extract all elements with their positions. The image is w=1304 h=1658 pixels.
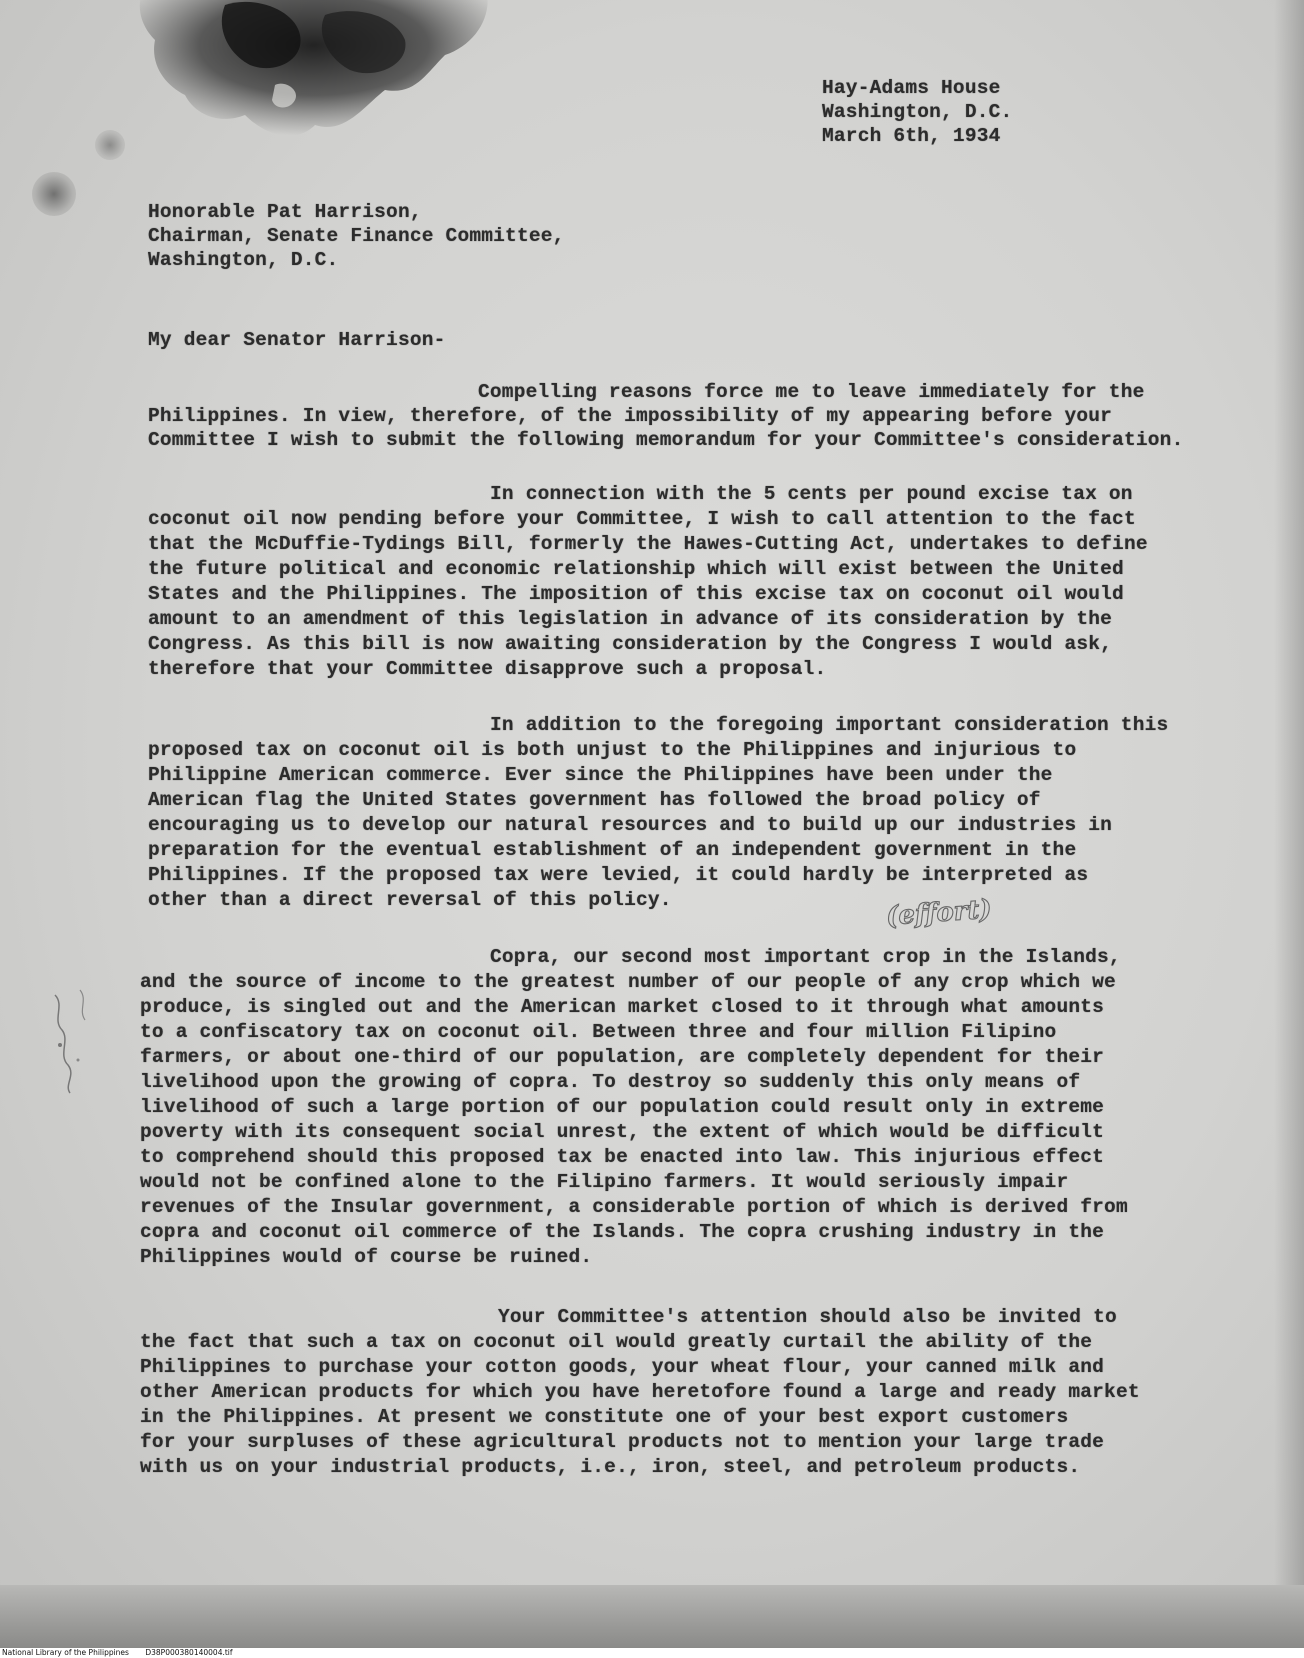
paragraph5-line: for your surpluses of these agricultural products not to mention your large trade bbox=[140, 1431, 1105, 1453]
paragraph4-line: to comprehend should this proposed tax be enacted into law. This injurious effect bbox=[140, 1146, 1105, 1168]
paragraph4-line: livelihood of such a large portion of our population could result only in extreme bbox=[140, 1096, 1105, 1118]
letter-date: March 6th, 1934 bbox=[822, 125, 1001, 147]
paragraph4-line: copra and coconut oil commerce of the Islands. The copra crushing industry in the bbox=[140, 1221, 1105, 1243]
paragraph2-line: amount to an amendment of this legislation in advance of its consideration by the bbox=[148, 608, 1113, 630]
scan-edge-shadow bbox=[1274, 0, 1304, 1658]
paragraph5-line: Philippines to purchase your cotton goods, your wheat flour, your canned milk and bbox=[140, 1356, 1105, 1378]
paragraph3-line: encouraging us to develop our natural resources and to build up our industries in bbox=[148, 814, 1113, 836]
recipient-title: Chairman, Senate Finance Committee, bbox=[148, 225, 565, 247]
burn-damage-image bbox=[125, 0, 505, 160]
paragraph3-line: preparation for the eventual establishment of an independent government in the bbox=[148, 839, 1077, 861]
letterhead-line2: Washington, D.C. bbox=[822, 101, 1013, 123]
paragraph5-line: with us on your industrial products, i.e., iron, steel, and petroleum products. bbox=[140, 1456, 1081, 1478]
paragraph5-line: Your Committee's attention should also be invited to bbox=[498, 1306, 1117, 1328]
paragraph2-line: that the McDuffie-Tydings Bill, formerly the Hawes-Cutting Act, undertakes to define bbox=[148, 533, 1148, 555]
footer-file-id: D38P000380140004.tif bbox=[145, 1648, 233, 1657]
paragraph3-line: Philippines. If the proposed tax were levied, it could hardly be interpreted as bbox=[148, 864, 1089, 886]
paragraph3-line: American flag the United States government has followed the broad policy of bbox=[148, 789, 1041, 811]
paragraph3-line: other than a direct reversal of this policy. bbox=[148, 889, 672, 911]
scan-bottom-band bbox=[0, 1585, 1304, 1648]
salutation: My dear Senator Harrison- bbox=[148, 329, 446, 351]
paragraph2-line: In connection with the 5 cents per pound excise tax on bbox=[490, 483, 1133, 505]
paragraph4-line: farmers, or about one-third of our population, are completely dependent for their bbox=[140, 1046, 1105, 1068]
paragraph2-line: States and the Philippines. The imposition of this excise tax on coconut oil would bbox=[148, 583, 1124, 605]
handwritten-annotation bbox=[880, 890, 1030, 934]
paragraph4-line: to a confiscatory tax on coconut oil. Between three and four million Filipino bbox=[140, 1021, 1057, 1043]
paragraph2-line: coconut oil now pending before your Committee, I wish to call attention to the fact bbox=[148, 508, 1136, 530]
paragraph3-line: In addition to the foregoing important consideration this bbox=[490, 714, 1169, 736]
paragraph2-line: therefore that your Committee disapprove such a proposal. bbox=[148, 658, 827, 680]
paragraph4-line: would not be confined alone to the Filipino farmers. It would seriously impair bbox=[140, 1171, 1069, 1193]
paragraph1-line: Compelling reasons force me to leave immediately for the bbox=[478, 381, 1145, 403]
scan-footer bbox=[2, 1648, 247, 1658]
paragraph4-line: poverty with its consequent social unrest, the extent of which would be difficult bbox=[140, 1121, 1105, 1143]
footer-library: National Library of the Philippines bbox=[2, 1648, 129, 1657]
letterhead-line1: Hay-Adams House bbox=[822, 77, 1001, 99]
paragraph4-line: Philippines would of course be ruined. bbox=[140, 1246, 593, 1268]
paragraph2-line: Congress. As this bill is now awaiting consideration by the Congress I would ask, bbox=[148, 633, 1113, 655]
paragraph5-line: other American products for which you have heretofore found a large and ready market bbox=[140, 1381, 1140, 1403]
stain-mark bbox=[32, 172, 76, 216]
paragraph2-line: the future political and economic relationship which will exist between the United bbox=[148, 558, 1124, 580]
stain-mark bbox=[95, 130, 125, 160]
paragraph1-line: Committee I wish to submit the following memorandum for your Committee's consideration. bbox=[148, 429, 1184, 451]
paragraph4-line: produce, is singled out and the American market closed to it through what amounts bbox=[140, 996, 1105, 1018]
paragraph4-line: revenues of the Insular government, a considerable portion of which is derived from bbox=[140, 1196, 1128, 1218]
paragraph4-line: and the source of income to the greatest number of our people of any crop which we bbox=[140, 971, 1116, 993]
recipient-city: Washington, D.C. bbox=[148, 249, 339, 271]
handwritten-note-text: (effort) bbox=[885, 894, 993, 932]
margin-pencil-mark bbox=[40, 985, 100, 1095]
paragraph3-line: proposed tax on coconut oil is both unjust to the Philippines and injurious to bbox=[148, 739, 1077, 761]
paragraph5-line: in the Philippines. At present we constitute one of your best export customers bbox=[140, 1406, 1069, 1428]
paragraph4-line: Copra, our second most important crop in the Islands, bbox=[490, 946, 1121, 968]
paragraph4-line: livelihood upon the growing of copra. To destroy so suddenly this only means of bbox=[140, 1071, 1081, 1093]
paragraph3-line: Philippine American commerce. Ever since the Philippines have been under the bbox=[148, 764, 1053, 786]
paragraph5-line: the fact that such a tax on coconut oil would greatly curtail the ability of the bbox=[140, 1331, 1093, 1353]
recipient-name: Honorable Pat Harrison, bbox=[148, 201, 422, 223]
paragraph1-line: Philippines. In view, therefore, of the impossibility of my appearing before your bbox=[148, 405, 1113, 427]
